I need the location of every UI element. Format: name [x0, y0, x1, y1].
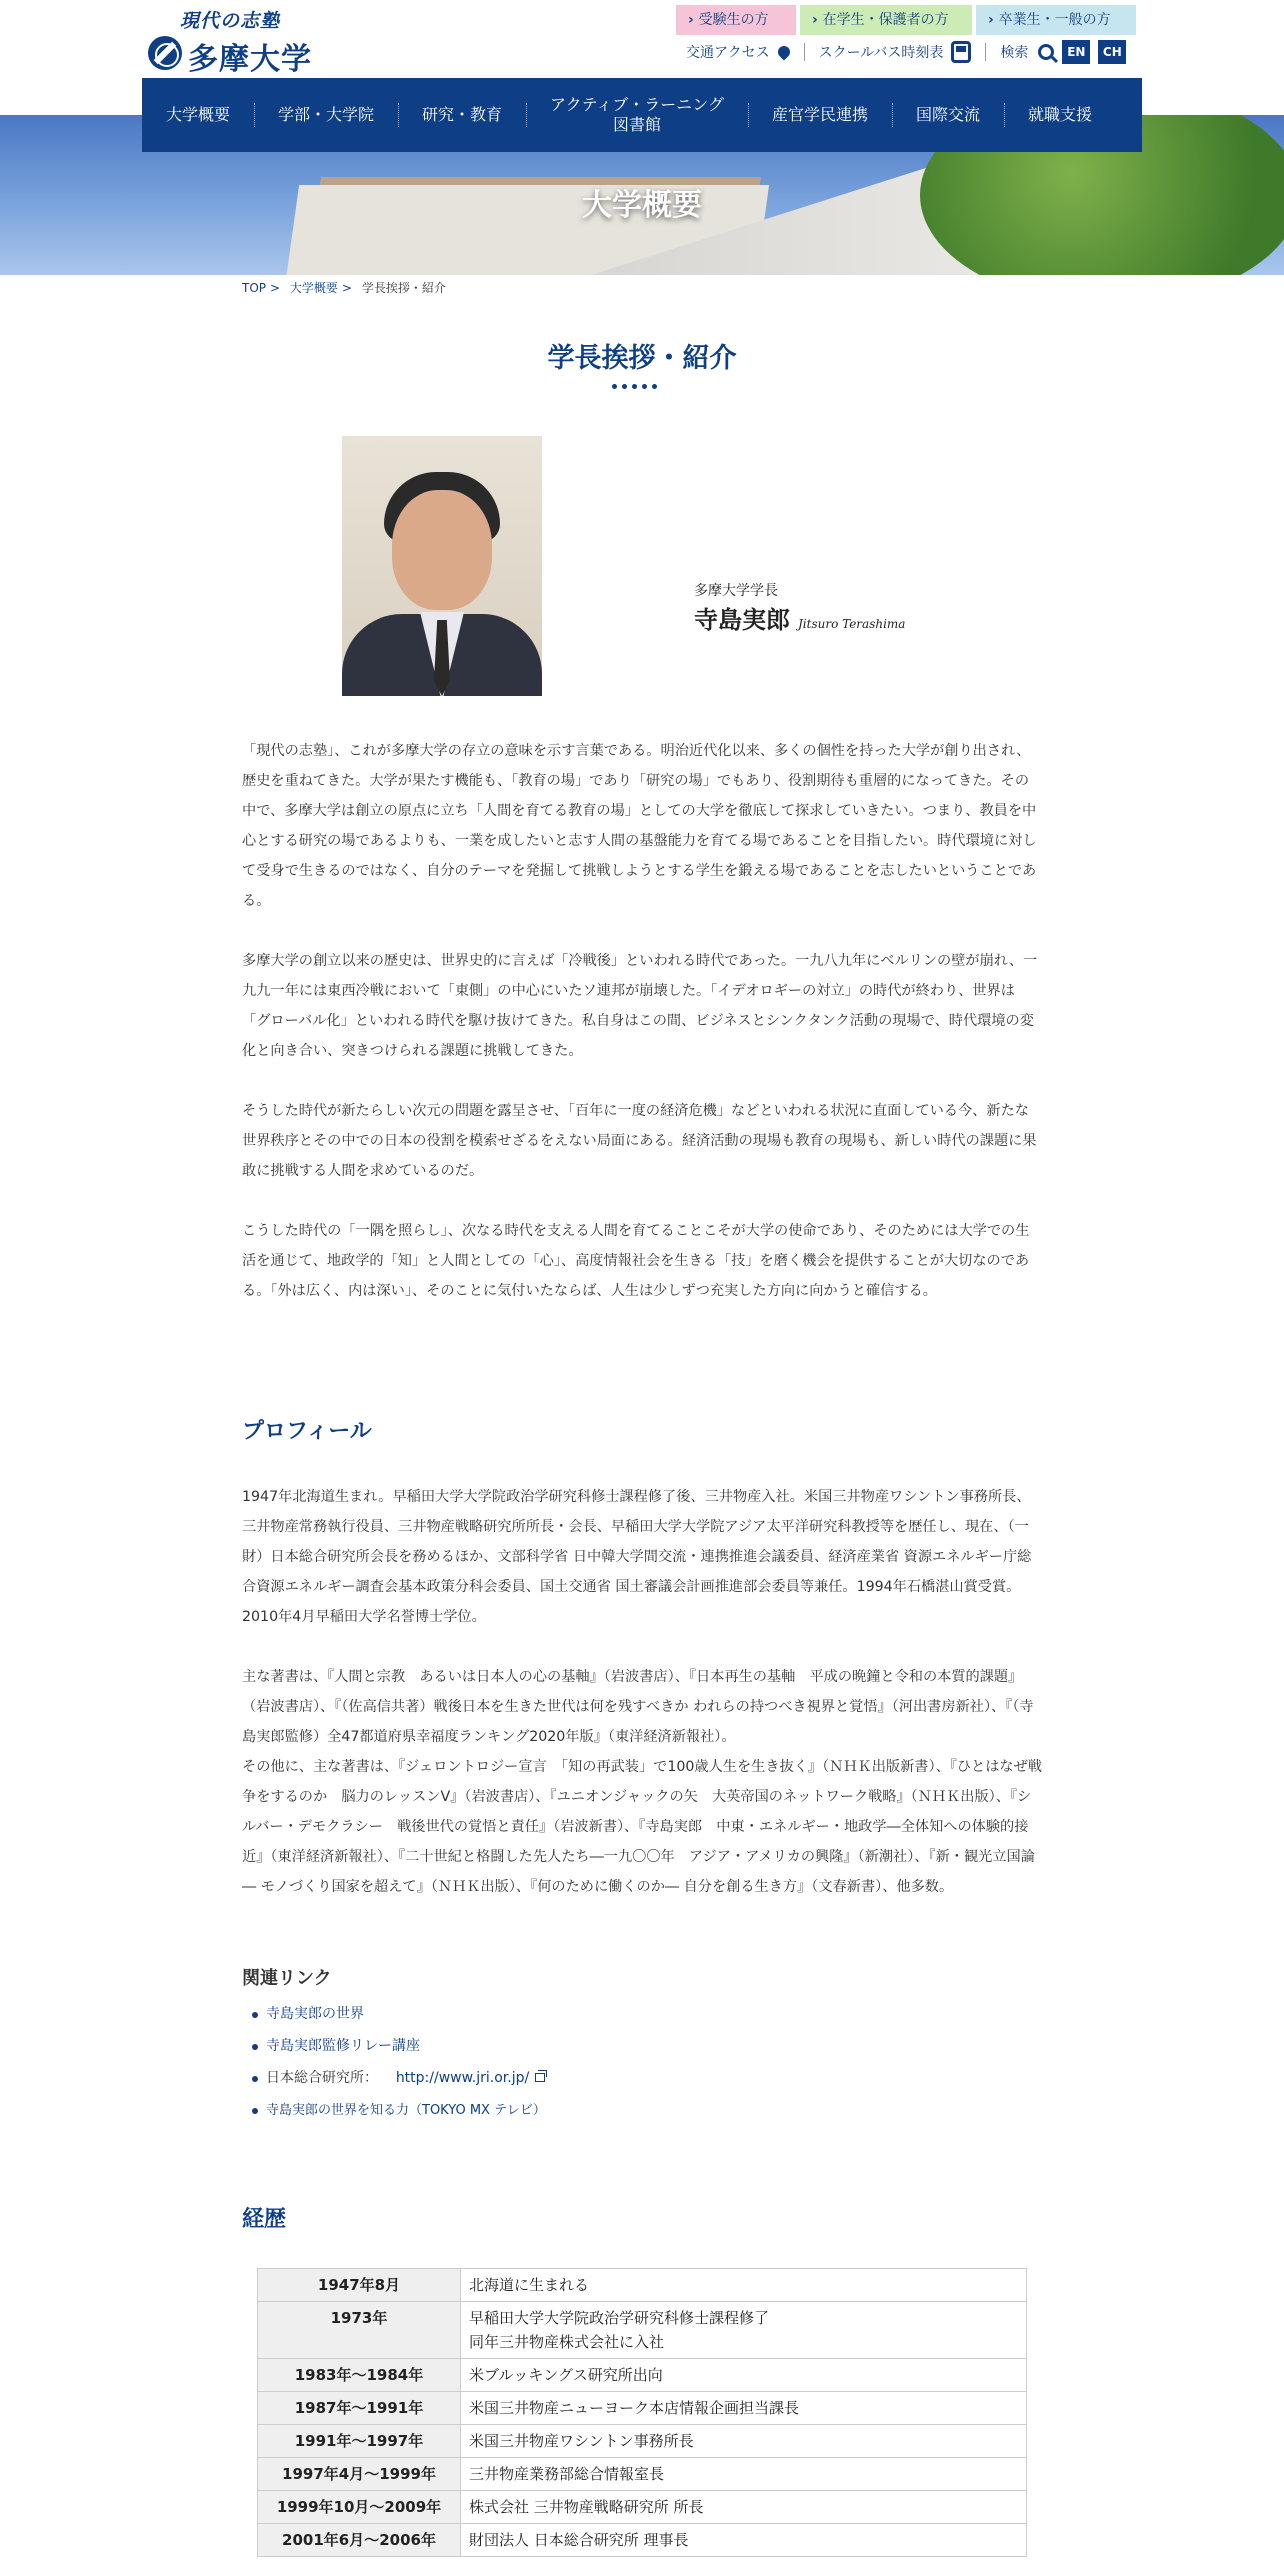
- link-terashima-world[interactable]: 寺島実郎の世界: [266, 2006, 364, 2022]
- logo-name: 多摩大学: [188, 42, 312, 77]
- career-year: 1983年～1984年: [258, 2359, 461, 2392]
- access-link[interactable]: [686, 42, 790, 62]
- breadcrumb-current: 学長挨拶・紹介: [361, 281, 446, 295]
- table-row: [258, 2392, 1027, 2425]
- link-current-students[interactable]: › 在学生・保護者の方: [800, 5, 972, 35]
- career-heading: 経歴: [242, 2207, 287, 2232]
- career-year: 1947年8月: [258, 2269, 461, 2302]
- nav-collaboration[interactable]: 産官学民連携: [748, 105, 892, 125]
- message-paragraph: 多摩大学の創立以来の歴史は、世界史的に言えば「冷戦後」といわれる時代であった。一九八九年にベルリンの壁が崩れ、一九九一年には東西冷戦において「東側」の中心にいたソ連邦が崩壊した。「イデオロギーの対立」の時代が終わり、世界は「グローバル化」といわれる時代を駆け抜けてきた。私自身はこの間、ビジネスとシンクタンク活動の現場で、時代環境の変化と向き合い、突きつけられる課題に挑戦してきた。: [242, 953, 1038, 1059]
- ornament-dot: [642, 384, 647, 389]
- career-desc: 米国三井物産ニューヨーク本店情報企画担当課長: [461, 2392, 1027, 2425]
- nav-library-label: 図書館: [613, 115, 662, 134]
- president-romaji: Jitsuro Terashima: [798, 617, 906, 631]
- link-alumni-public[interactable]: › 卒業生・一般の方: [976, 5, 1136, 35]
- career-year: 2001年6月～2006年: [258, 2524, 461, 2557]
- audience-links: [676, 5, 1136, 35]
- link-jri[interactable]: http://www.jri.or.jp/: [395, 2070, 530, 2086]
- career-table: [257, 2268, 1027, 2557]
- ornament-dot: [652, 384, 657, 389]
- link-tokyo-mx[interactable]: 寺島実郎の世界を知る力（TOKYO MX テレビ）: [266, 2103, 546, 2118]
- divider: [985, 43, 986, 61]
- link-prospective-students[interactable]: › 受験生の方: [676, 5, 796, 35]
- nav-career[interactable]: 就職支援: [1004, 105, 1116, 125]
- breadcrumb-separator: >: [341, 281, 352, 295]
- lang-en-button[interactable]: EN: [1062, 40, 1090, 64]
- career-year: 1991年～1997年: [258, 2425, 461, 2458]
- title-ornament: [612, 384, 657, 389]
- site-header: [0, 0, 1284, 78]
- nav-about[interactable]: 大学概要: [166, 105, 231, 124]
- career-desc: 三井物産業務部総合情報室長: [461, 2458, 1027, 2491]
- career-year: 1997年4月～1999年: [258, 2458, 461, 2491]
- nav-research[interactable]: 研究・教育: [398, 105, 526, 125]
- ornament-dot: [632, 384, 637, 389]
- list-item: [252, 2094, 546, 2126]
- table-row: [258, 2359, 1027, 2392]
- related-links-heading: 関連リンク: [242, 1968, 332, 1989]
- career-year: 1999年10月～2009年: [258, 2491, 461, 2524]
- career-desc: [461, 2302, 1027, 2359]
- breadcrumb-separator: >: [270, 281, 281, 295]
- list-item: [252, 1998, 546, 2030]
- search-icon: [1038, 44, 1054, 60]
- nav-faculties[interactable]: 学部・大学院: [254, 105, 398, 125]
- ornament-dot: [612, 384, 617, 389]
- profile-books: 主な著書は、『人間と宗教 あるいは日本人の心の基軸』（岩波書店）、『日本再生の基軸 平成の晩鐘と令和の本質的課題』（岩波書店）、『（佐高信共著）戦後日本を生きた世代は何を残すべきか われらの持つべき視界と覚悟』（河出書房新社）、『（寺島実郎監修）全47都道府県幸福度ランキング2020年版』（東洋経済新報社）。: [242, 1669, 1034, 1745]
- career-year: 1973年: [258, 2302, 461, 2359]
- link-relay-lecture[interactable]: 寺島実郎監修リレー講座: [266, 2038, 420, 2054]
- site-logo[interactable]: [146, 6, 326, 77]
- career-year: 1987年～1991年: [258, 2392, 461, 2425]
- hero-title: 大学概要: [582, 188, 702, 223]
- table-row: [258, 2425, 1027, 2458]
- list-item: [252, 2062, 546, 2094]
- breadcrumb-top[interactable]: TOP: [242, 281, 267, 295]
- related-links-list: [252, 1998, 546, 2126]
- logo-catchphrase: 現代の志塾: [180, 10, 281, 32]
- table-row: [258, 2524, 1027, 2557]
- message-paragraph: 「現代の志塾」、これが多摩大学の存立の意味を示す言葉である。明治近代化以来、多くの個性を持った大学が創り出され、歴史を重ねてきた。大学が果たす機能も、「教育の場」であり「研究の場」でもあり、役割期待も重層的になってきた。その中で、多摩大学は創立の原点に立ち「人間を育てる教育の場」としての大学を徹底して探求していきたい。つまり、教員を中心とする研究の場であるよりも、一業を成したいと志す人間の基盤能力を育てる場であることを目指したい。時代環境に対して受身で生きるのではなく、自分のテーマを発掘して挑戦しようとする学生を鍛える場であることを志したいということである。: [242, 743, 1037, 909]
- profile-books-more: その他に、主な著書は、『ジェロントロジー宣言 「知の再武装」で100歳人生を生き抜く』（ＮＨＫ出版新書）、『ひとはなぜ戦争をするのか 脳力のレッスンV』（岩波書店）、『ユニオンジャックの矢 大英帝国のネットワーク戦略』（ＮＨＫ出版）、『シルバー・デモクラシー 戦後世代の覚悟と責任』（岩波新書）、『寺島実郎 中東・エネルギー・地政学―全体知への体験的接近』（東洋経済新報社）、『二十世紀と格闘した先人たち―一九〇〇年 アジア・アメリカの興隆』（新潮社）、『新・観光立国論― モノづくり国家を超えて』（ＮＨＫ出版）、『何のために働くのか― 自分を創る生き方』（文春新書）、他多数。: [242, 1759, 1042, 1895]
- message-paragraph: こうした時代の「一隅を照らし」、次なる時代を支える人間を育てることこそが大学の使命であり、そのためには大学での生活を通じて、地政学的「知」と人間としての「心」、高度情報社会を生きる「技」を磨く機会を提供することが大切なのである。「外は広く、内は深い」、そのことに気付いたならば、人生は少しずつ充実した方向に向かうと確信する。: [242, 1223, 1030, 1299]
- career-desc: 米国三井物産ワシントン事務所長: [461, 2425, 1027, 2458]
- career-desc-line: 早稲田大学大学院政治学研究科修士課程修了: [469, 2309, 770, 2327]
- president-photo: [342, 436, 542, 696]
- president-caption: [694, 580, 905, 635]
- nav-international[interactable]: 国際交流: [892, 105, 1004, 125]
- career-desc-line: 同年三井物産株式会社に入社: [469, 2333, 665, 2351]
- nav-active-learning[interactable]: [526, 95, 748, 135]
- career-desc: 株式会社 三井物産戦略研究所 所長: [461, 2491, 1027, 2524]
- breadcrumb: [242, 279, 446, 296]
- career-desc: 米ブルッキングス研究所出向: [461, 2359, 1027, 2392]
- jri-label: 日本総合研究所：: [266, 2070, 378, 2086]
- president-name: 寺島実郎: [694, 605, 790, 634]
- president-role: 多摩大学学長: [694, 583, 778, 599]
- emblem-icon: [148, 36, 182, 70]
- search-label: 検索: [1000, 45, 1029, 61]
- breadcrumb-section[interactable]: 大学概要: [289, 281, 338, 295]
- profile-bio: 1947年北海道生まれ。早稲田大学大学院政治学研究科修士課程修了後、三井物産入社。米国三井物産ワシントン事務所長、三井物産常務執行役員、三井物産戦略研究所所長・会長、早稲田大学大学院アジア太平洋研究科教授等を歴任し、現在、（一財）日本総合研究所会長を務めるほか、文部科学省 日中韓大学間交流・連携推進会議委員、経済産業省 資源エネルギー庁総合資源エネルギー調査会基本政策分科会委員、国土交通省 国土審議会計画推進部会委員等兼任。1994年石橋湛山賞受賞。2010年4月早稲田大学名誉博士学位。: [242, 1489, 1032, 1625]
- external-link-icon: [535, 2073, 545, 2082]
- ornament-dot: [622, 384, 627, 389]
- message-paragraph: そうした時代が新たらしい次元の問題を露呈させ、「百年に一度の経済危機」などといわれる状況に直面している今、新たな世界秩序とその中での日本の役割を模索せざるをえない局面にある。経済活動の現場も教育の現場も、新しい時代の課題に果敢に挑戦する人間を求めているのだ。: [242, 1103, 1037, 1179]
- map-pin-icon: [775, 44, 792, 61]
- access-label: 交通アクセス: [686, 45, 770, 61]
- profile-heading: プロフィール: [242, 1419, 372, 1444]
- table-row: [258, 2491, 1027, 2524]
- page-title: 学長挨拶・紹介: [547, 343, 737, 374]
- bus-timetable-link[interactable]: [819, 41, 972, 63]
- career-desc: 北海道に生まれる: [461, 2269, 1027, 2302]
- global-nav: [142, 78, 1142, 152]
- list-item: [252, 2030, 546, 2062]
- utility-bar: [686, 40, 1126, 64]
- bus-icon: [951, 41, 971, 63]
- table-row: [258, 2458, 1027, 2491]
- lang-ch-button[interactable]: CH: [1098, 40, 1126, 64]
- photo-face: [392, 490, 492, 610]
- bus-label: スクールバス時刻表: [818, 45, 944, 61]
- career-desc: 財団法人 日本総合研究所 理事長: [461, 2524, 1027, 2557]
- table-row: [258, 2269, 1027, 2302]
- divider: [804, 43, 805, 61]
- search-button[interactable]: [1000, 42, 1054, 62]
- table-row: [258, 2302, 1027, 2359]
- nav-active-learning-label: アクティブ・ラーニング: [550, 95, 724, 114]
